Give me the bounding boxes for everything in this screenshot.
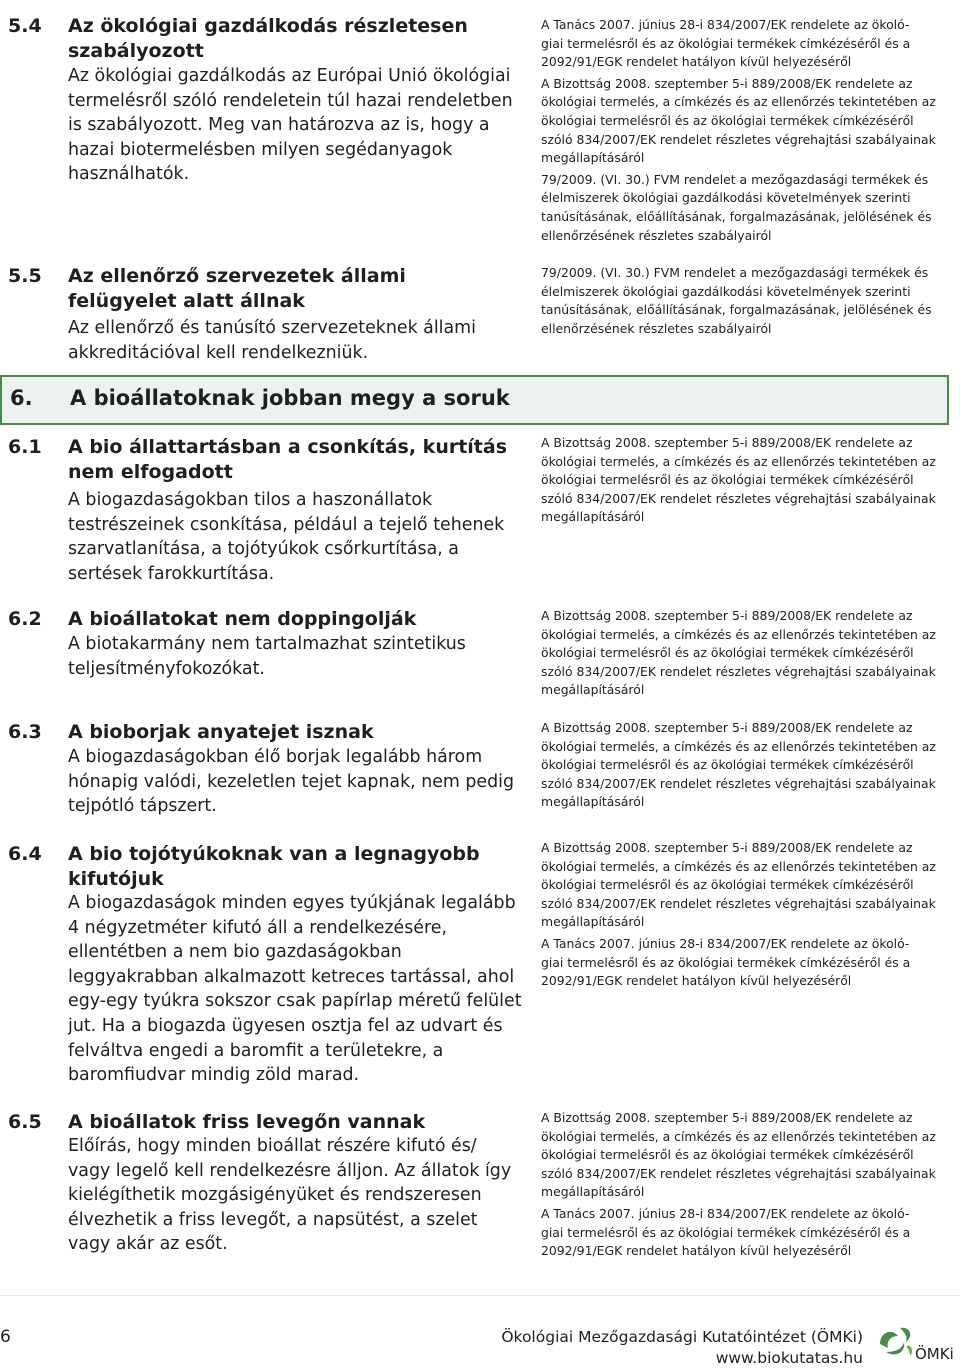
reference: A Tanács 2007. június 28-i 834/2007/EK rendelete az ökoló- giai termelésről és az ökológiai termékek címkézéséről és a 2092/91/EGK rendelet hatályon kívül helyezéséről xyxy=(541,1205,911,1259)
section-heading: A bio tojótyúkoknak van a legnagyobb kifutójuk xyxy=(68,843,480,890)
reference-list xyxy=(541,434,941,527)
section-body: A biotakarmány nem tartalmazhat szintetikus teljesítményfokozókat. xyxy=(68,634,466,679)
chapter-title: A bioállatoknak jobban megy a soruk xyxy=(70,386,510,410)
reference: 79/2009. (VI. 30.) FVM rendelet a mezőgazdasági termékek és élelmiszerek ökológiai gazdálkodási követelmények szerinti tanúsításának, előállításának, forgalmazásának, jelölésének és ellenőrzésének részletes szabályairól xyxy=(541,265,932,336)
chapter-title-bar xyxy=(0,375,949,425)
section-heading: A bioállatokat nem doppingolják xyxy=(68,608,417,630)
chapter-number: 6. xyxy=(10,386,33,410)
reference: A Tanács 2007. június 28-i 834/2007/EK rendelete az ökoló- giai termelésről és az ökológiai termékek címkézéséről és a 2092/91/EGK rendelet hatályon kívül helyezéséről xyxy=(541,935,911,989)
reference: A Bizottság 2008. szeptember 5-i 889/2008/EK rendelete az ökológiai termelés, a címkézés és az ellenőrzés tekintetében az ökológiai termelésről és az ökológiai termékek címkézéséről szóló 834/2007/EK rendelet részletes végrehajtási szabályainak megállapításáról xyxy=(541,608,936,698)
reference-list xyxy=(541,16,941,245)
section-body: Az ökológiai gazdálkodás az Európai Unió ökológiai termelésről szóló rendeletein túl hazai rendeletben is szabályozott. Meg van határozva az is, hogy a hazai biotermelésben milyen segédanyagok használhatók. xyxy=(68,66,513,185)
reference: A Bizottság 2008. szeptember 5-i 889/2008/EK rendelete az ökológiai termelés, a címkézés és az ellenőrzés tekintetében az ökológiai termelésről és az ökológiai termékek címkézéséről szóló 834/2007/EK rendelet részletes végrehajtási szabályainak megállapításáról xyxy=(541,75,936,166)
section-number: 6.4 xyxy=(8,843,42,865)
section-number: 5.4 xyxy=(8,15,42,37)
section-body: A biogazdaságokban tilos a haszonállatok testrészeinek csonkítása, például a tejelő tehenek szarvatlanítása, a tojótyúkok csőrkurtítása, a sertések farokkurtítása. xyxy=(68,490,505,584)
section-heading: Az ökológiai gazdálkodás részletesen szabályozott xyxy=(68,15,468,62)
reference-list xyxy=(541,719,941,812)
footer-divider xyxy=(0,1295,960,1296)
section-body: A biogazdaságokban élő borjak legalább három hónapig valódi, kezeletlen tejet kapnak, nem pedig tejpótló tápszert. xyxy=(68,747,515,817)
reference-list xyxy=(541,1109,941,1261)
page-number: 6 xyxy=(0,1327,11,1347)
section-number: 6.3 xyxy=(8,721,42,743)
org-url[interactable]: www.biokutatas.hu xyxy=(715,1349,863,1367)
reference-list xyxy=(541,607,941,700)
reference: A Bizottság 2008. szeptember 5-i 889/2008/EK rendelete az ökológiai termelés, a címkézés és az ellenőrzés tekintetében az ökológiai termelésről és az ökológiai termékek címkézéséről szóló 834/2007/EK rendelet részletes végrehajtási szabályainak megállapításáról xyxy=(541,720,936,810)
section-body: A biogazdaságok minden egyes tyúkjának legalább 4 négyzetméter kifutó áll a rendelkezésére, ellentétben a nem bio gazdaságokban leggyakrabban alkalmazott ketreces tartással, ahol egy-egy tyúkra sokszor csak papírlap méretű felület jut. Ha a biogazda ügyesen osztja fel az udvart és felváltva engedi a baromfit a területekre, a baromfiudvar mindig zöld marad. xyxy=(68,893,522,1086)
logo-wordmark: ÖMKi xyxy=(915,1345,954,1363)
section-number: 6.1 xyxy=(8,436,42,458)
reference: A Bizottság 2008. szeptember 5-i 889/2008/EK rendelete az ökológiai termelés, a címkézés és az ellenőrzés tekintetében az ökológiai termelésről és az ökológiai termékek címkézéséről szóló 834/2007/EK rendelet részletes végrehajtási szabályainak megállapításáról xyxy=(541,840,936,930)
section-number: 6.5 xyxy=(8,1111,42,1133)
reference: 79/2009. (VI. 30.) FVM rendelet a mezőgazdasági termékek és élelmiszerek ökológiai gazdálkodási követelmények szerinti tanúsításának, előállításának, forgalmazásának, jelölésének és ellenőrzésének részletes szabályairól xyxy=(541,171,932,243)
reference: A Tanács 2007. június 28-i 834/2007/EK rendelete az ökoló- giai termelésről és az ökológiai termékek címkézéséről és a 2092/91/EGK rendelet hatályon kívül helyezéséről xyxy=(541,17,911,70)
section-body: Előírás, hogy minden bioállat részére kifutó és/ vagy legelő kell rendelkezésre álljon. Az állatok így kielégíthetik mozgásigényüket és rendszeresen élvezhetik a friss levegőt, a napsütést, a szelet vagy akár az esőt. xyxy=(68,1136,512,1255)
section-number: 6.2 xyxy=(8,608,42,630)
reference-list xyxy=(541,264,941,338)
reference: A Bizottság 2008. szeptember 5-i 889/2008/EK rendelete az ökológiai termelés, a címkézés és az ellenőrzés tekintetében az ökológiai termelésről és az ökológiai termékek címkézéséről szóló 834/2007/EK rendelet részletes végrehajtási szabályainak megállapításáról xyxy=(541,435,936,525)
section-heading: A bioállatok friss levegőn vannak xyxy=(68,1111,426,1133)
org-name: Ökológiai Mezőgazdasági Kutatóintézet (ÖMKi) xyxy=(501,1328,863,1346)
reference-list xyxy=(541,839,941,991)
reference: A Bizottság 2008. szeptember 5-i 889/2008/EK rendelete az ökológiai termelés, a címkézés és az ellenőrzés tekintetében az ökológiai termelésről és az ökológiai termékek címkézéséről szóló 834/2007/EK rendelet részletes végrehajtási szabályainak megállapításáról xyxy=(541,1110,936,1200)
section-number: 5.5 xyxy=(8,265,42,287)
section-heading: A bioborjak anyatejet isznak xyxy=(68,721,374,743)
section-body: Az ellenőrző és tanúsító szervezeteknek állami akkreditációval kell rendelkezniük. xyxy=(68,318,476,363)
section-heading: A bio állattartásban a csonkítás, kurtítás nem elfogadott xyxy=(68,436,508,483)
footer-org xyxy=(501,1327,863,1369)
section-heading: Az ellenőrző szervezetek állami felügyelet alatt állnak xyxy=(68,265,406,312)
